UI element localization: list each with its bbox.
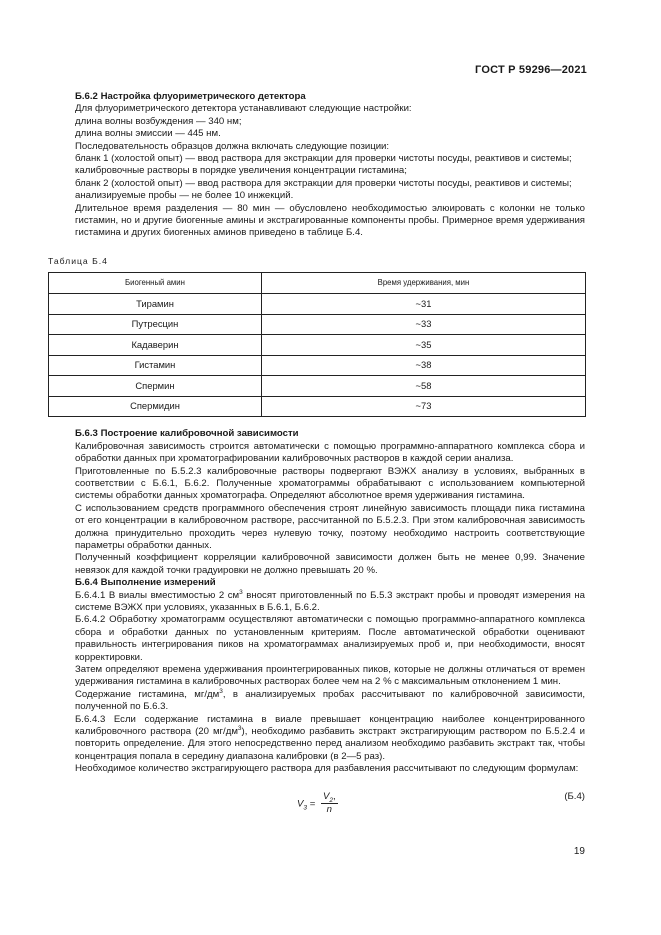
b63-paragraph-3: С использованием средств программного обеспечения строят линейную зависимость площади пика гистамина от его концентрации в калибровочном растворе, рассчитанной по Б.5.2.3. При этом калибровочная зависимость должна принудительно проходить через нулевую точку, поэтому необходимо настроить соответствующие параметры обработки данных.: [75, 502, 585, 551]
retention-cell: ~35: [261, 335, 585, 356]
formula-number: (Б.4): [564, 790, 585, 802]
formula-fraction: $\frac{V_2,}{n}$: [322, 790, 336, 816]
b62-line-9: Длительное время разделения — 80 мин — обусловлено необходимостью элюировать с колонки не только гистамин, но и другие биогенные амины и экстрагированные компоненты пробы. Примерное время удерживания гистамина и других биогенных аминов приведено в таблице Б.4.: [75, 202, 585, 239]
section-b63-title: Б.6.3 Построение калибровочной зависимости: [75, 428, 299, 440]
b64-paragraph-4: Содержание гистамина, $мг/дм^3$, в анализируемых пробах рассчитывают по калибровочной зависимости, полученной по Б.6.3.: [75, 687, 585, 713]
table-header-row: [49, 273, 586, 294]
amine-cell: Спермидин: [49, 396, 262, 417]
amine-cell: Тирамин: [49, 294, 262, 315]
b64-paragraph-5: Б.6.4.3 Если содержание гистамина в виале превышает концентрацию наиболее концентрированного калибровочного раствора (20 $мг/дм^3$), необходимо разбавить экстракт экстрагирующим раствором по Б.5.2.4 и повторить определение. Для этого непосредственно перед анализом необходимо разбавить экстракт так, чтобы концентрация попала в середину диапазона калибровки (в 2—5 раз).: [75, 713, 585, 762]
b62-line-7: бланк 2 (холостой опыт) — ввод раствора для экстракции для проверки чистоты посуды, реактивов и системы;: [75, 177, 572, 189]
column-header-retention: Время удерживания, мин: [261, 273, 585, 294]
amine-cell: Спермин: [49, 376, 262, 397]
table-row: [49, 335, 586, 356]
b62-line-5: бланк 1 (холостой опыт) — ввод раствора для экстракции для проверки чистоты посуды, реактивов и системы;: [75, 153, 572, 165]
column-header-amine: Биогенный амин: [49, 273, 262, 294]
page-content: [48, 91, 586, 817]
table-row: [49, 314, 586, 335]
retention-cell: ~73: [261, 396, 585, 417]
b62-line-2: длина волны возбуждения — 340 нм;: [75, 115, 242, 127]
table-row: [49, 294, 586, 315]
document-header-standard: ГОСТ Р 59296—2021: [475, 64, 587, 76]
b63-paragraph-2: Приготовленные по Б.5.2.3 калибровочные растворы подвергают ВЭЖХ анализу в условиях, выбранных в соответствии с Б.6.1, Б.6.2. Полученные хроматограммы обрабатывают с использованием компьютерной системы обработки данных хроматографа. Определяют абсолютное время удерживания гистамина.: [75, 465, 585, 502]
b63-paragraph-4: Полученный коэффициент корреляции калибровочной зависимости должен быть не менее 0,99. Значение невязок для каждой точки градуировки не должно превышать 20 %.: [75, 552, 585, 576]
section-b64-title: Б.6.4 Выполнение измерений: [75, 577, 216, 589]
amine-cell: Путресцин: [49, 314, 262, 335]
table-row: [49, 376, 586, 397]
retention-cell: ~38: [261, 355, 585, 376]
page-number: 19: [573, 846, 585, 857]
b64-paragraph-2: Б.6.4.2 Обработку хроматограмм осуществляют автоматически с помощью программно-аппаратного комплекса сбора и обработки данных по установленным критериям. После автоматической обработки оценивают правильность интегрирования пиков на хроматограммах анализируемых проб и, при необходимости, вносят корректировки.: [75, 614, 585, 663]
b62-line-3: длина волны эмиссии — 445 нм.: [75, 128, 221, 140]
b63-paragraph-1: Калибровочная зависимость строится автоматически с помощью программно-аппаратного комплекса сбора и обработки данных при хроматографировании калибровочных растворов в каждой серии анализа.: [75, 440, 585, 465]
retention-cell: ~58: [261, 376, 585, 397]
b64-paragraph-6: Необходимое количество экстрагирующего раствора для разбавления рассчитывают по следующим формулам:: [75, 763, 579, 775]
section-b62-title: Б.6.2 Настройка флуориметрического детектора: [75, 91, 306, 102]
table-row: [49, 396, 586, 417]
retention-cell: ~33: [261, 314, 585, 335]
b62-line-1: Для флуориметрического детектора устанавливают следующие настройки:: [75, 103, 412, 115]
amine-cell: Кадаверин: [49, 335, 262, 356]
formula-expression: $V_3$ = $\frac{V_2,}{n}$: [297, 790, 336, 816]
b64-paragraph-3: Затем определяют времена удерживания проинтегрированных пиков, которые не должны отличаться от времен удерживания гистамина в калибровочных растворах более чем на 2 % с максимальным отклонением 1 мин.: [75, 664, 585, 688]
table-row: [49, 355, 586, 376]
formula-b4: [75, 783, 585, 817]
retention-cell: ~31: [261, 294, 585, 315]
b62-line-4: Последовательность образцов должна включать следующие позиции:: [75, 140, 390, 152]
b64-paragraph-1: Б.6.4.1 В виалы вместимостью 2 $см^3$ вносят приготовленный по Б.5.3 экстракт пробы и проводят измерения на системе ВЭЖХ при условиях, указанных в Б.6.1, Б.6.2.: [75, 588, 586, 613]
b62-line-8: анализируемые пробы — не более 10 инжекций.: [75, 190, 294, 202]
table-label: Таблица Б.4: [48, 255, 108, 266]
b62-line-6: калибровочные растворы в порядке увеличения концентрации гистамина;: [75, 165, 407, 177]
retention-time-table: [48, 272, 586, 417]
amine-cell: Гистамин: [49, 355, 262, 376]
